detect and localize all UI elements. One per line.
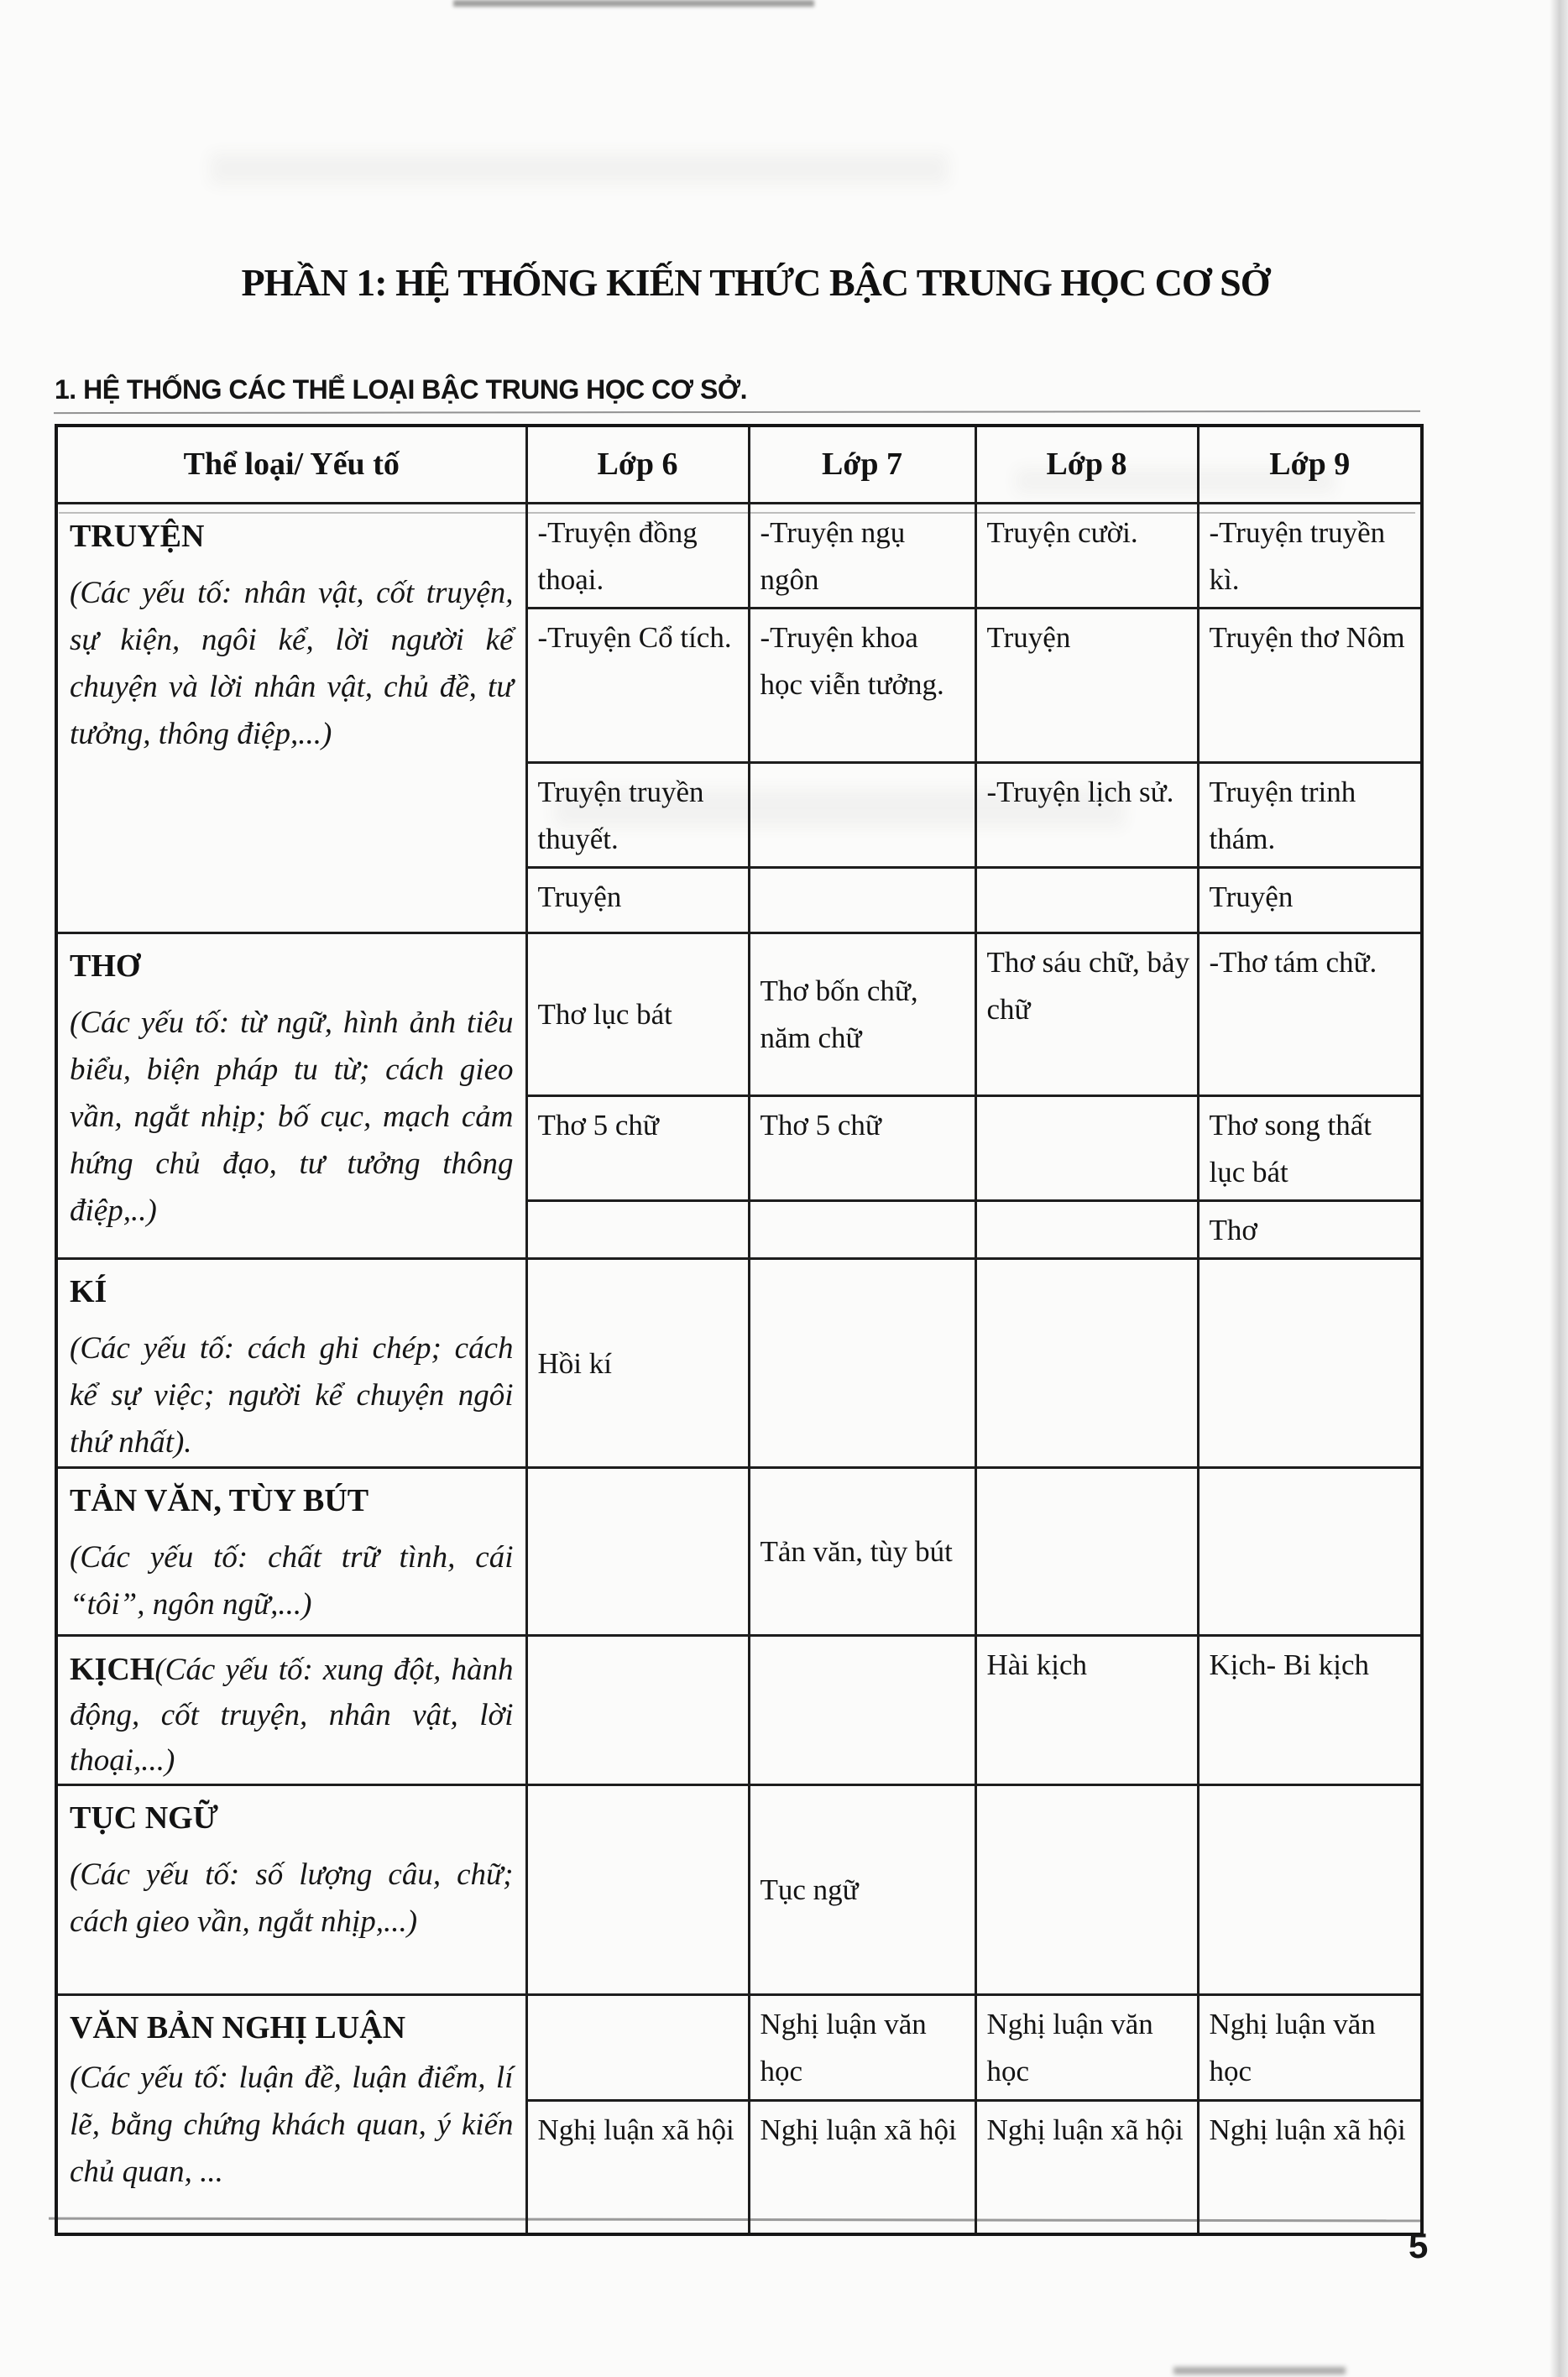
section-label-tho: [56, 933, 526, 1258]
header-grade-8: Lớp 8: [975, 426, 1198, 503]
cell-tho-r1-grade7: Thơ bốn chữ, năm chữ: [749, 933, 975, 1095]
genre-description: (Các yếu tố: số lượng câu, chữ; cách gieo vần, ngắt nhịp,...): [70, 1857, 514, 1939]
section-label-tanvan: [56, 1467, 526, 1635]
cell-tho-r3-grade6-empty: [526, 1200, 749, 1258]
cell-nghiluan-r1-grade9: Nghị luận văn học: [1198, 1994, 1422, 2100]
scan-ghost-line: [54, 410, 1420, 414]
genre-table: [55, 424, 1424, 2236]
genre-name: TRUYỆN: [70, 518, 205, 554]
table-header-row: [56, 426, 1422, 503]
cell-tho-r3-grade8-empty: [975, 1200, 1198, 1258]
cell-tho-r1-grade9: -Thơ tám chữ.: [1198, 933, 1422, 1095]
cell-truyen-r3-grade9: Truyện trinh thám.: [1198, 762, 1422, 867]
genre-description: [70, 1647, 514, 1784]
cell-tho-r1-grade6: Thơ lục bát: [526, 933, 749, 1095]
cell-nghiluan-r1-grade8: Nghị luận văn học: [975, 1994, 1198, 2100]
cell-tho-r3-grade7-empty: [749, 1200, 975, 1258]
cell-truyen-r2-grade9: Truyện thơ Nôm: [1198, 608, 1422, 762]
page-title: PHẦN 1: HỆ THỐNG KIẾN THỨC BẬC TRUNG HỌC CƠ SỞ: [241, 261, 1270, 304]
scan-edge-shadow: [1550, 0, 1568, 2377]
genre-description: (Các yếu tố: cách ghi chép; cách kể sự việc; người kể chuyện ngôi thứ nhất).: [70, 1330, 514, 1460]
scan-smudge-bottom: [1173, 2367, 1346, 2374]
cell-tho-r2-grade7: Thơ 5 chữ: [749, 1095, 975, 1200]
genre-name: KỊCH: [70, 1651, 155, 1687]
genre-name: TẢN VĂN, TÙY BÚT: [70, 1482, 369, 1518]
page-number: 5: [1409, 2226, 1429, 2265]
cell-truyen-r4-grade6: Truyện: [526, 867, 749, 933]
header-grade-9: Lớp 9: [1198, 426, 1422, 503]
genre-name: THƠ: [70, 948, 141, 984]
cell-truyen-r1-grade9: -Truyện truyền kì.: [1198, 503, 1422, 608]
cell-ki-grade6: Hồi kí: [526, 1258, 749, 1467]
cell-truyen-r4-grade7-empty: [749, 867, 975, 933]
cell-truyen-r4-grade9: Truyện: [1198, 867, 1422, 933]
section-label-ki: [56, 1258, 526, 1467]
cell-ki-grade7-empty: [749, 1258, 975, 1467]
cell-tanvan-grade8-empty: [975, 1467, 1198, 1635]
cell-kich-grade7-empty: [749, 1635, 975, 1784]
cell-nghiluan-r2-grade7: Nghị luận xã hội: [749, 2100, 975, 2234]
genre-description: (Các yếu tố: nhân vật, cốt truyện, sự kiện, ngôi kể, lời người kể chuyện và lời nhân vật, chủ đề, tư tưởng, thông điệp,...): [70, 575, 514, 751]
section-label-truyen: [56, 503, 526, 933]
genre-description-text: (Các yếu tố: xung đột, hành động, cốt truyện, nhân vật, lời thoại,...): [70, 1652, 514, 1778]
section-label-tucngu: [56, 1784, 526, 1994]
genre-description: (Các yếu tố: chất trữ tình, cái “tôi”, ngôn ngữ,...): [70, 1539, 514, 1622]
scan-smudge-top: [453, 0, 814, 7]
cell-truyen-r4-grade8-empty: [975, 867, 1198, 933]
cell-tho-r2-grade9: Thơ song thất lục bát: [1198, 1095, 1422, 1200]
table-row: [56, 933, 1422, 1095]
cell-ki-grade9-empty: [1198, 1258, 1422, 1467]
cell-truyen-r1-grade7: -Truyện ngụ ngôn: [749, 503, 975, 608]
table-row: [56, 1784, 1422, 1994]
cell-ki-grade8-empty: [975, 1258, 1198, 1467]
cell-nghiluan-r2-grade9: Nghị luận xã hội: [1198, 2100, 1422, 2234]
genre-table-container: [55, 424, 1424, 2236]
cell-kich-grade8: Hài kịch: [975, 1635, 1198, 1784]
cell-tucngu-grade6-empty: [526, 1784, 749, 1994]
table-row: [56, 1994, 1422, 2100]
cell-nghiluan-r1-grade6-empty: [526, 1994, 749, 2100]
header-grade-6: Lớp 6: [526, 426, 749, 503]
section-label-nghiluan: [56, 1994, 526, 2234]
header-genre-column: Thể loại/ Yếu tố: [56, 426, 526, 503]
cell-truyen-r2-grade8: Truyện: [975, 608, 1198, 762]
genre-name: KÍ: [70, 1273, 107, 1309]
cell-nghiluan-r2-grade8: Nghị luận xã hội: [975, 2100, 1198, 2234]
table-row: [56, 1258, 1422, 1467]
table-row: [56, 1467, 1422, 1635]
genre-name: TỤC NGỮ: [70, 1800, 218, 1836]
cell-tho-r2-grade6: Thơ 5 chữ: [526, 1095, 749, 1200]
cell-truyen-r3-grade8: -Truyện lịch sử.: [975, 762, 1198, 867]
cell-tanvan-grade6-empty: [526, 1467, 749, 1635]
table-row: [56, 1635, 1422, 1784]
cell-tho-r3-grade9: Thơ: [1198, 1200, 1422, 1258]
cell-kich-grade9: Kịch- Bi kịch: [1198, 1635, 1422, 1784]
cell-tucngu-grade8-empty: [975, 1784, 1198, 1994]
cell-truyen-r3-grade6: Truyện truyền thuyết.: [526, 762, 749, 867]
bleed-through-artifact: [210, 153, 949, 185]
cell-truyen-r1-grade8: Truyện cười.: [975, 503, 1198, 608]
header-grade-7: Lớp 7: [749, 426, 975, 503]
cell-nghiluan-r2-grade6: Nghị luận xã hội: [526, 2100, 749, 2234]
cell-truyen-r1-grade6: -Truyện đồng thoại.: [526, 503, 749, 608]
genre-name: VĂN BẢN NGHỊ LUẬN: [70, 2009, 406, 2045]
cell-tucngu-grade7: Tục ngữ: [749, 1784, 975, 1994]
cell-tanvan-grade9-empty: [1198, 1467, 1422, 1635]
section-label-kich: [56, 1635, 526, 1784]
cell-tho-r2-grade8-empty: [975, 1095, 1198, 1200]
genre-description: (Các yếu tố: luận đề, luận điểm, lí lẽ, bằng chứng khách quan, ý kiến chủ quan, ...: [70, 2060, 514, 2189]
genre-description: (Các yếu tố: từ ngữ, hình ảnh tiêu biểu, biện pháp tu từ; cách gieo vần, ngắt nhịp; bố cục, mạch cảm hứng chủ đạo, tư tưởng thông điệp,..): [70, 1005, 514, 1228]
cell-truyen-r3-grade7-empty: [749, 762, 975, 867]
cell-truyen-r2-grade7: -Truyện khoa học viễn tưởng.: [749, 608, 975, 762]
section-heading: 1. HỆ THỐNG CÁC THỂ LOẠI BẬC TRUNG HỌC CƠ SỞ.: [55, 374, 747, 405]
table-row: [56, 503, 1422, 608]
cell-tho-r1-grade8: Thơ sáu chữ, bảy chữ: [975, 933, 1198, 1095]
cell-tucngu-grade9-empty: [1198, 1784, 1422, 1994]
cell-nghiluan-r1-grade7: Nghị luận văn học: [749, 1994, 975, 2100]
cell-kich-grade6-empty: [526, 1635, 749, 1784]
cell-truyen-r2-grade6: -Truyện Cổ tích.: [526, 608, 749, 762]
cell-tanvan-grade7: Tản văn, tùy bút: [749, 1467, 975, 1635]
